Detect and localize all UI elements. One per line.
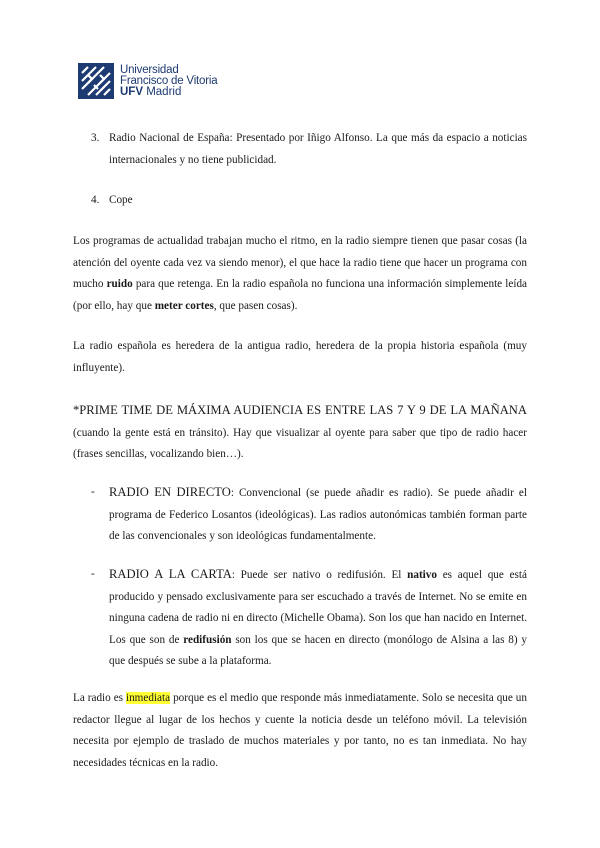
paragraph-prime-time: *PRIME TIME DE MÁXIMA AUDIENCIA ES ENTRE LAS 7 Y 9 DE LA MAÑANA (cuando la gente está en tránsito). Hay que visualizar al oyente para saber que tipo de radio hacer (frases sencillas, vocalizando bien…).	[73, 403, 527, 460]
bullet-dash: -	[91, 486, 95, 498]
list-number: 4.	[91, 194, 100, 206]
list-item-rne: Radio Nacional de España: Presentado por Iñigo Alfonso. La que más da espacio a noticias internacionales y no tiene publicidad.	[109, 132, 527, 166]
paragraph-actualidad: Los programas de actualidad trabajan mucho el ritmo, en la radio siempre tienen que pasar cosas (la atención del oyente cada vez va siendo menor), el que hace la radio tiene que hacer un programa con mucho ruido para que retenga. En la radio española no funciona una información simplemente leída (por ello, hay que meter cortes, que pasen cosas).	[73, 235, 528, 312]
ufv-emblem-icon	[78, 63, 114, 99]
paragraph-inmediata: La radio es inmediata porque es el medio que responde más inmediatamente. Solo se necesita que un redactor llegue al lugar de los hechos y cuente la noticia desde un teléfono móvil. La televisión necesita por ejemplo de traslado de muchos materiales y por tanto, no es tan inmediata. No hay necesidades técnicas en la radio.	[73, 692, 527, 769]
logo-text	[120, 65, 217, 98]
logo-line-ufv: UFV Madrid	[120, 85, 182, 98]
university-logo	[78, 60, 217, 102]
logo-line-universidad: Universidad	[120, 63, 179, 76]
paragraph-heredera: La radio española es heredera de la antigua radio, heredera de la propia historia española (muy influyente).	[73, 340, 527, 374]
bullet-radio-carta: RADIO A LA CARTA: Puede ser nativo o redifusión. El nativo es aquel que está producido y pensado exclusivamente para ser escuchado a través de Internet. No se emite en ninguna cadena de radio ni en directo (Michelle Obama). Son los que han nacido en Internet. Los que son de redifusión son los que se hacen en directo (monólogo de Alsina a las 8) y que después se sube a la plataforma.	[109, 567, 528, 667]
list-number: 3.	[91, 132, 100, 144]
bullet-dash: -	[91, 568, 95, 580]
logo-line-francisco: Francisco de Vitoria	[120, 74, 218, 87]
bullet-radio-directo: RADIO EN DIRECTO: Convencional (se puede añadir es radio). Se puede añadir el programa de Federico Losantos (ideológicas). Las radios autonómicas también forman parte de las convencionales y son ideológicas fundamentalmente.	[109, 485, 527, 542]
highlight-inmediata: inmediata	[125, 692, 171, 704]
list-item-cope: Cope	[109, 194, 133, 206]
